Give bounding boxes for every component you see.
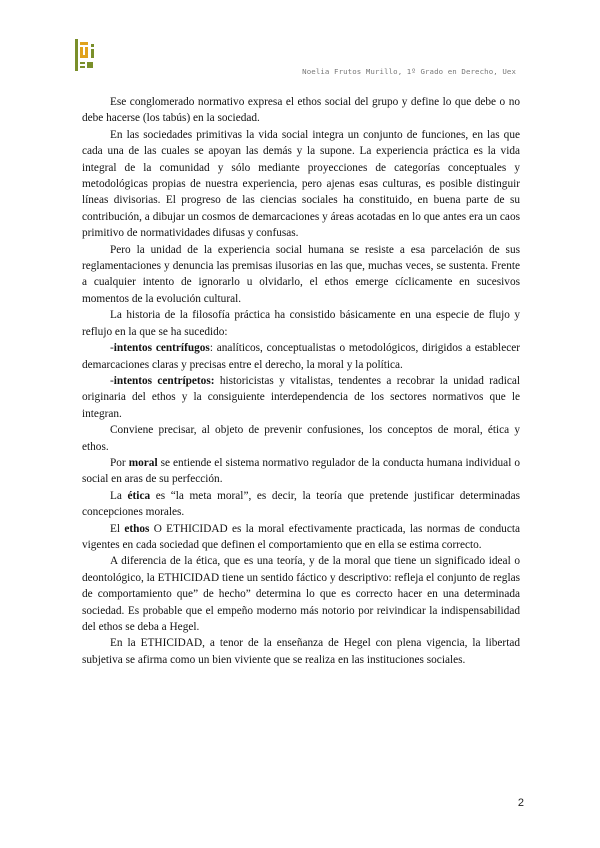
paragraph: Ese conglomerado normativo expresa el ethos social del grupo y define lo que debe o no debe hacerse (los tabús) en la sociedad. [82, 96, 520, 125]
document-body [82, 94, 520, 668]
paragraph-centripetal: -intentos centrípetos: historicistas y vitalistas, tendentes a recobrar la unidad radical originaria del ethos y la consiguiente interdependencia de los sectores normativos que le integran. [82, 374, 521, 420]
paragraph: En las sociedades primitivas la vida social integra un conjunto de funciones, en las que cada una de las cuales se apoyan las demás y la supone. La experiencia práctica es la vida integral de la comunidad y sólo mediante proyecciones de categorías conceptuales y metodológicas propias de nuestra experiencia, pero ajenas esas culturas, es posible distinguir líneas divisorias. El progreso de las ciencias sociales ha constituido, en buena parte de su contribución, a dibujar un cosmos de demarcaciones y áreas acotadas en lo que antes era un caos primitivo de normatividades difusas y confusas. [82, 128, 520, 240]
university-logo [74, 38, 98, 72]
paragraph: Conviene precisar, al objeto de prevenir confusiones, los conceptos de moral, ética y ethos. [82, 424, 520, 453]
paragraph: A diferencia de la ética, que es una teoría, y de la moral que tiene un significado ideal o deontológico, la ETHICIDAD tiene un sentido fáctico y descriptivo: refleja el conjunto de reglas de comportamiento que” de hecho” determina lo que es correcto hacer en una determinada sociedad. Es probable que el empeño moderno más notorio por reivindicar la indispensabilidad del ethos se deba a Hegel. [82, 555, 520, 633]
paragraph-moral-definition: Por moral se entiende el sistema normativo regulador de la conducta humana individual o social en aras de su perfección. [82, 456, 520, 486]
paragraph-centrifugal: -intentos centrífugos: analíticos, conceptualistas o metodológicos, dirigidos a establecer demarcaciones claras y precisas entre el derecho, la moral y la política. [82, 342, 520, 371]
paragraph-ethics-definition: La ética es “la meta moral”, es decir, la teoría que pretende justificar determinadas concepciones morales. [82, 489, 520, 519]
paragraph-ethos-definition: El ethos O ETHICIDAD es la moral efectivamente practicada, las normas de conducta vigentes en cada sociedad que definen el comportamiento que en ella se estima correcto. [82, 522, 520, 551]
header-author-line: Noelia Frutos Murillo, 1º Grado en Derecho, Uex [302, 67, 516, 76]
uex-logo-icon [74, 38, 98, 72]
page-number: 2 [517, 797, 524, 809]
paragraph: En la ETHICIDAD, a tenor de la enseñanza de Hegel con plena vigencia, la libertad subjetiva se afirma como un bien viviente que se realiza en las instituciones sociales. [82, 637, 520, 666]
paragraph: Pero la unidad de la experiencia social humana se resiste a esa parcelación de sus reglamentaciones y denuncia las premisas ilusorias en las que, muchas veces, se sustenta. Frente a cualquier intento de ignorarlo u olvidarlo, el ethos emerge cíclicamente en sucesivos momentos de la evolución cultural. [82, 243, 520, 305]
paragraph: La historia de la filosofía práctica ha consistido básicamente en una especie de flujo y reflujo en la que se ha sucedido: [82, 309, 520, 338]
